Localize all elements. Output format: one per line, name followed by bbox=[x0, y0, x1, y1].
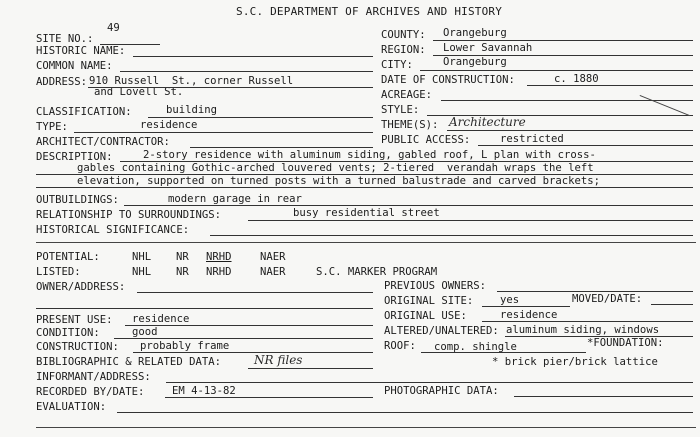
moved-date-label: MOVED/DATE: bbox=[572, 293, 643, 305]
moved-date-line bbox=[651, 304, 693, 305]
date-line bbox=[527, 85, 693, 86]
original-site-line bbox=[482, 306, 570, 307]
present-use-value: residence bbox=[132, 313, 190, 325]
site-no-value: 49 bbox=[107, 22, 120, 34]
potential-naer: NAER bbox=[260, 251, 286, 263]
historic-name-label: HISTORIC NAME: bbox=[36, 45, 126, 57]
listed-nr: NR bbox=[176, 266, 189, 278]
evaluation-line bbox=[117, 412, 693, 413]
informant-label: INFORMANT/ADDRESS: bbox=[36, 371, 151, 383]
type-value: residence bbox=[140, 119, 198, 131]
potential-nrhd: NRHD bbox=[206, 251, 232, 263]
original-site-label: ORIGINAL SITE: bbox=[384, 295, 474, 307]
historic-name-line bbox=[133, 56, 373, 57]
potential-nhl: NHL bbox=[132, 251, 152, 263]
owner-address-line bbox=[137, 292, 373, 293]
city-value: Orangeburg bbox=[443, 56, 507, 68]
city-line bbox=[420, 70, 693, 71]
informant-line bbox=[166, 382, 693, 383]
roof-label: ROOF: bbox=[384, 340, 416, 352]
relationship-line bbox=[248, 220, 693, 221]
construction-label: CONSTRUCTION: bbox=[36, 341, 119, 353]
present-use-label: PRESENT USE: bbox=[36, 314, 113, 326]
site-no-label: SITE NO.: bbox=[36, 33, 94, 45]
county-value: Orangeburg bbox=[443, 27, 507, 39]
condition-value: good bbox=[132, 326, 158, 338]
altered-value: aluminum siding, windows bbox=[506, 324, 660, 336]
present-use-line bbox=[125, 325, 373, 326]
relationship-label: RELATIONSHIP TO SURROUNDINGS: bbox=[36, 209, 221, 221]
style-label: STYLE: bbox=[381, 104, 420, 116]
description-line-2: gables containing Gothic-arched louvered vents; 2-tiered verandah wraps the left bbox=[77, 162, 594, 174]
public-access-line bbox=[478, 145, 693, 146]
description-label: DESCRIPTION: bbox=[36, 151, 113, 163]
foundation-label: *FOUNDATION: bbox=[587, 337, 664, 349]
recorded-value: EM 4-13-82 bbox=[172, 385, 236, 397]
listed-nrhd: NRHD bbox=[206, 266, 232, 278]
themes-line bbox=[447, 130, 693, 131]
description-rule-1 bbox=[120, 161, 693, 162]
description-rule-3 bbox=[36, 187, 693, 188]
public-access-value: restricted bbox=[500, 133, 564, 145]
significance-label: HISTORICAL SIGNIFICANCE: bbox=[36, 224, 190, 236]
themes-label: THEME(S): bbox=[381, 119, 439, 131]
construction-value: probably frame bbox=[140, 340, 230, 352]
county-line bbox=[433, 40, 693, 41]
style-slash bbox=[640, 95, 690, 116]
county-label: COUNTY: bbox=[381, 29, 426, 41]
condition-label: CONDITION: bbox=[36, 327, 100, 339]
classification-value: building bbox=[166, 104, 218, 116]
listed-naer: NAER bbox=[260, 266, 286, 278]
architect-line bbox=[190, 147, 373, 148]
photographic-line bbox=[514, 396, 693, 397]
region-label: REGION: bbox=[381, 44, 426, 56]
section-rule-1 bbox=[36, 242, 696, 243]
public-access-label: PUBLIC ACCESS: bbox=[381, 134, 471, 146]
potential-label: POTENTIAL: bbox=[36, 251, 100, 263]
recorded-line bbox=[165, 397, 373, 398]
address-line-1: 910 Russell St., corner Russell bbox=[89, 75, 294, 87]
significance-line bbox=[210, 235, 693, 236]
bibliographic-line bbox=[248, 368, 373, 369]
relationship-value: busy residential street bbox=[293, 207, 440, 219]
outbuildings-line bbox=[124, 205, 693, 206]
original-use-label: ORIGINAL USE: bbox=[384, 310, 467, 322]
owner-address-line-2 bbox=[36, 308, 373, 309]
roof-line bbox=[421, 352, 586, 353]
owner-address-label: OWNER/ADDRESS: bbox=[36, 281, 126, 293]
bibliographic-value: NR files bbox=[254, 353, 303, 367]
address-line bbox=[88, 87, 373, 88]
date-value: c. 1880 bbox=[554, 73, 599, 85]
common-name-line bbox=[120, 71, 373, 72]
outbuildings-label: OUTBUILDINGS: bbox=[36, 194, 119, 206]
type-line bbox=[74, 132, 373, 133]
bibliographic-label: BIBLIOGRAPHIC & RELATED DATA: bbox=[36, 356, 221, 368]
photographic-label: PHOTOGRAPHIC DATA: bbox=[384, 385, 499, 397]
architect-label: ARCHITECT/CONTRACTOR: bbox=[36, 136, 170, 148]
classification-label: CLASSIFICATION: bbox=[36, 106, 132, 118]
original-use-value: residence bbox=[500, 309, 558, 321]
condition-line bbox=[114, 338, 373, 339]
description-line-3: elevation, supported on turned posts with a turned balustrade and carved brackets; bbox=[77, 175, 600, 187]
listed-label: LISTED: bbox=[36, 266, 81, 278]
evaluation-label: EVALUATION: bbox=[36, 401, 107, 413]
acreage-label: ACREAGE: bbox=[381, 89, 433, 101]
altered-label: ALTERED/UNALTERED: bbox=[384, 325, 499, 337]
city-label: CITY: bbox=[381, 59, 413, 71]
potential-nr: NR bbox=[176, 251, 189, 263]
classification-line bbox=[148, 117, 373, 118]
roof-value: comp. shingle bbox=[434, 341, 517, 353]
previous-owners-line bbox=[497, 291, 693, 292]
marker-program-label: S.C. MARKER PROGRAM bbox=[316, 266, 438, 278]
common-name-label: COMMON NAME: bbox=[36, 60, 113, 72]
date-label: DATE OF CONSTRUCTION: bbox=[381, 74, 515, 86]
address-line-2: and Lovell St. bbox=[94, 86, 184, 98]
outbuildings-value: modern garage in rear bbox=[168, 193, 302, 205]
recorded-label: RECORDED BY/DATE: bbox=[36, 386, 145, 398]
foundation-value: * brick pier/brick lattice bbox=[492, 356, 658, 368]
region-value: Lower Savannah bbox=[443, 42, 533, 54]
address-label: ADDRESS: bbox=[36, 76, 88, 88]
description-line-1: 2-story residence with aluminum siding, gabled roof, L plan with cross- bbox=[143, 149, 596, 161]
bottom-rule bbox=[36, 427, 696, 428]
listed-nhl: NHL bbox=[132, 266, 152, 278]
construction-line bbox=[133, 352, 373, 353]
original-use-line bbox=[482, 321, 693, 322]
original-site-value: yes bbox=[500, 294, 520, 306]
form-header: S.C. DEPARTMENT OF ARCHIVES AND HISTORY bbox=[236, 5, 503, 18]
themes-value: Architecture bbox=[449, 115, 526, 129]
previous-owners-label: PREVIOUS OWNERS: bbox=[384, 280, 487, 292]
type-label: TYPE: bbox=[36, 121, 68, 133]
description-rule-2 bbox=[36, 174, 693, 175]
